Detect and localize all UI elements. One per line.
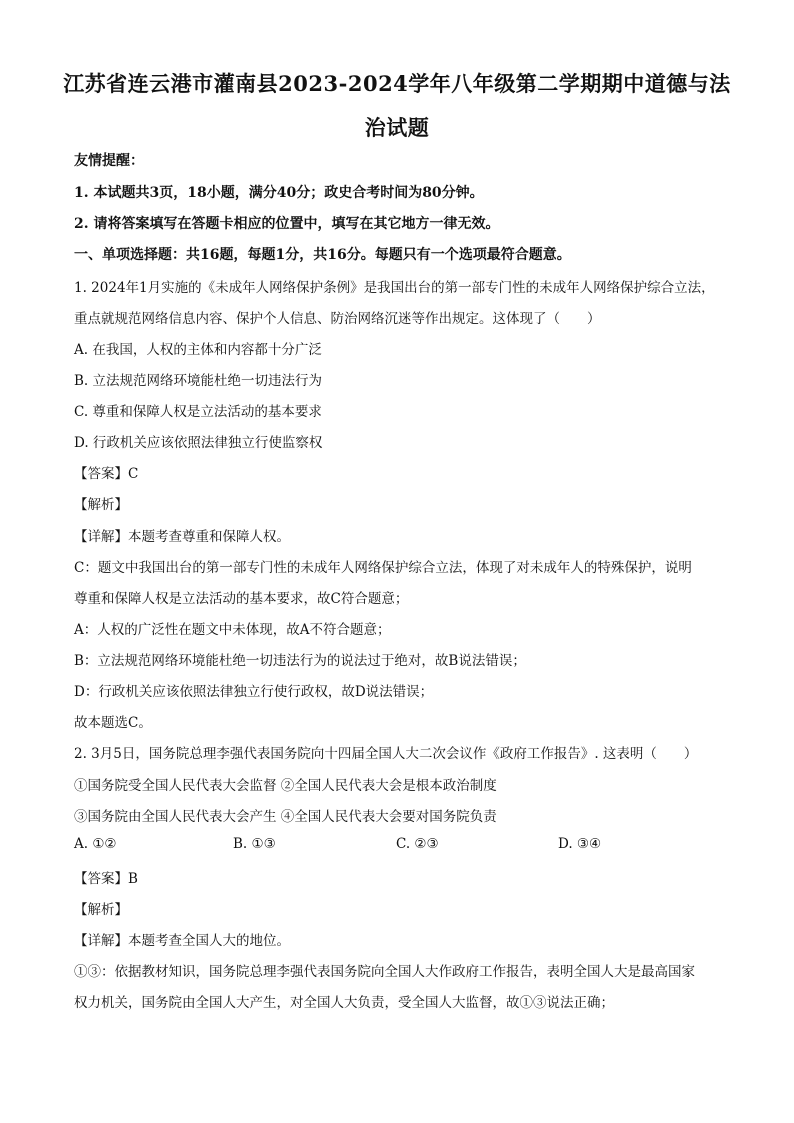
q1-option-b: B. 立法规范网络环境能杜绝一切违法行为 [74, 373, 323, 389]
q1-stem-line-2: 重点就规范网络信息内容、保护个人信息、防治网络沉迷等作出规定。这体现了（ ） [74, 311, 601, 327]
q1-detail: 【详解】本题考查尊重和保障人权。 [74, 529, 290, 545]
q1-explanation-b: B：立法规范网络环境能杜绝一切违法行为的说法过于绝对，故B说法错误； [74, 653, 526, 669]
q2-analysis-label: 【解析】 [74, 902, 128, 918]
q2-stem: 2. 3月5日，国务院总理李强代表国务院向十四届全国人大二次会议作《政府工作报告》. 这表明（ ） [74, 746, 698, 762]
q2-option-a: A. ①② [74, 836, 117, 852]
q1-explanation-c-line-1: C：题文中我国出台的第一部专门性的未成年人网络保护综合立法，体现了对未成年人的特殊保护，说明 [74, 560, 692, 576]
document-title-line-2: 治试题 [364, 115, 430, 140]
q2-answer: 【答案】B [74, 871, 138, 887]
q1-explanation-d: D：行政机关应该依照法律独立行使行政权，故D说法错误； [74, 684, 434, 700]
document-title-line-1: 江苏省连云港市灌南县2023-2024学年八年级第二学期期中道德与法 [63, 71, 731, 96]
q2-detail: 【详解】本题考查全国人大的地位。 [74, 933, 290, 949]
q1-conclusion: 故本题选C。 [74, 715, 152, 731]
q1-analysis-label: 【解析】 [74, 497, 128, 513]
q1-stem-line-1: 1. 2024年1月实施的《未成年人网络保护条例》是我国出台的第一部专门性的未成年人网络保护综合立法， [74, 280, 715, 296]
q1-explanation-a: A：人权的广泛性在题文中未体现，故A不符合题意； [74, 622, 391, 638]
q2-statements-line-1: ①国务院受全国人民代表大会监督 ②全国人民代表大会是根本政治制度 [74, 778, 497, 794]
q1-option-a: A. 在我国，人权的主体和内容都十分广泛 [74, 342, 322, 358]
section-heading-single-choice: 一、单项选择题：共16题，每题1分，共16分。每题只有一个选项最符合题意。 [74, 247, 571, 263]
q1-explanation-c-line-2: 尊重和保障人权是立法活动的基本要求，故C符合题意； [74, 591, 409, 607]
notice-item-1: 1. 本试题共3页，18小题，满分40分；政史合考时间为80分钟。 [74, 185, 484, 201]
notice-heading: 友情提醒： [74, 153, 144, 169]
q1-option-d: D. 行政机关应该依照法律独立行使监察权 [74, 435, 323, 451]
q1-answer: 【答案】C [74, 466, 139, 482]
q2-statements-line-2: ③国务院由全国人民代表大会产生 ④全国人民代表大会要对国务院负责 [74, 809, 497, 825]
q2-option-d: D. ③④ [558, 836, 602, 852]
q2-explanation-line-1: ①③：依据教材知识，国务院总理李强代表国务院向全国人大作政府工作报告，表明全国人大是最高国家 [74, 964, 695, 980]
q1-option-c: C. 尊重和保障人权是立法活动的基本要求 [74, 404, 322, 420]
notice-item-2: 2. 请将答案填写在答题卡相应的位置中，填写在其它地方一律无效。 [74, 216, 500, 232]
q2-option-c: C. ②③ [396, 836, 439, 852]
q2-option-b: B. ①③ [233, 836, 276, 852]
q2-explanation-line-2: 权力机关，国务院由全国人大产生，对全国人大负责，受全国人大监督，故①③说法正确； [74, 995, 614, 1011]
